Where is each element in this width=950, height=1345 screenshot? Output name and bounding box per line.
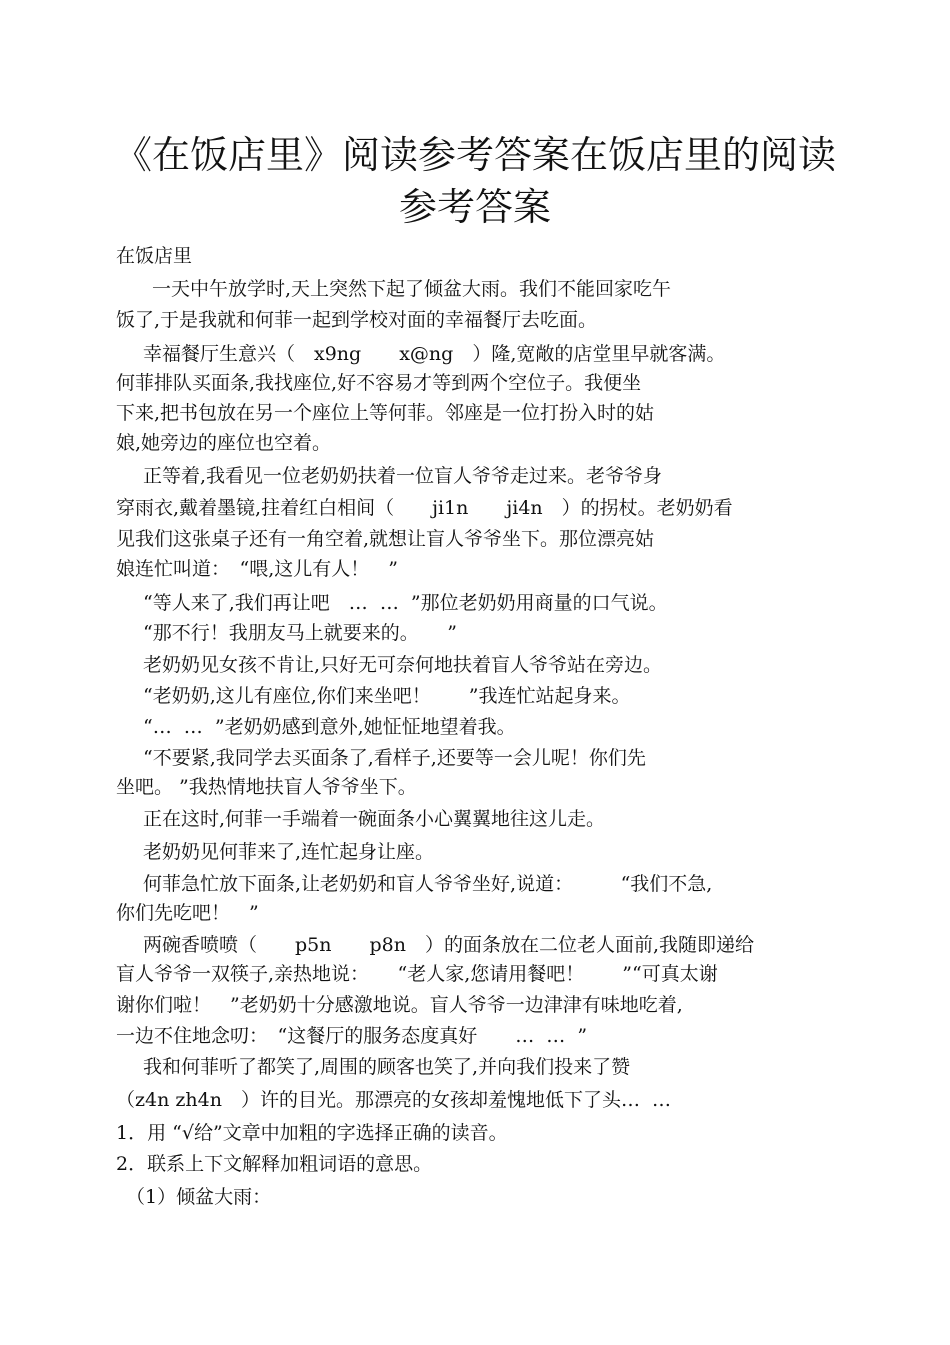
text-line: 见我们这张桌子还有一角空着,就想让盲人爷爷坐下。那位漂亮姑 [116, 528, 655, 550]
text-line: 何菲排队买面条,我找座位,好不容易才等到两个空位子。我便坐 [116, 372, 642, 394]
text-line: 盲人爷爷一双筷子,亲热地说： “老人家,您请用餐吧！ ”“可真太谢 [116, 963, 718, 985]
text-line: （z4n zh4n ）许的目光。那漂亮的女孩却羞愧地低下了头… … [116, 1089, 672, 1111]
question-1: 1．用 “√给”文章中加粗的字选择正确的读音。 [116, 1122, 508, 1144]
text-line: “老奶奶,这儿有座位,你们来坐吧！ ”我连忙站起身来。 [143, 685, 631, 707]
text-line: 老奶奶见女孩不肯让,只好无可奈何地扶着盲人爷爷站在旁边。 [143, 654, 663, 676]
document-title-line-1: 《在饭店里》阅读参考答案在饭店里的阅读 [113, 133, 836, 177]
text-line: 娘连忙叫道： “喂,这儿有人！ ” [116, 558, 398, 580]
document-title-line-2: 参考答案 [398, 185, 551, 229]
text-line: “等人来了,我们再让吧 … … ”那位老奶奶用商量的口气说。 [143, 592, 668, 614]
text-line: “… … ”老奶奶感到意外,她怔怔地望着我。 [143, 716, 516, 738]
text-line: 一天中午放学时,天上突然下起了倾盆大雨。我们不能回家吃午 [152, 278, 672, 300]
text-line: 老奶奶见何菲来了,连忙起身让座。 [143, 841, 435, 863]
text-line: 穿雨衣,戴着墨镜,拄着红白相间（ ji1n ji4n ）的拐杖。老奶奶看 [116, 497, 733, 519]
text-line: 谢你们啦！ ”老奶奶十分感激地说。盲人爷爷一边津津有味地吃着, [116, 994, 683, 1016]
text-line: 何菲急忙放下面条,让老奶奶和盲人爷爷坐好,说道： “我们不急, [143, 873, 713, 895]
text-line: 两碗香喷喷（ p5n p8n ）的面条放在二位老人面前,我随即递给 [143, 934, 755, 956]
question-2-item-1: （1）倾盆大雨： [126, 1186, 272, 1208]
text-line: 幸福餐厅生意兴（ x9ng x@ng ）隆,宽敞的店堂里早就客满。 [143, 343, 726, 365]
text-line: 娘,她旁边的座位也空着。 [116, 432, 332, 454]
text-line: “不要紧,我同学去买面条了,看样子,还要等一会儿呢！你们先 [143, 747, 646, 769]
text-line: 正在这时,何菲一手端着一碗面条小心翼翼地往这儿走。 [143, 808, 606, 830]
text-line: 坐吧。 ”我热情地扶盲人爷爷坐下。 [116, 776, 417, 798]
text-line: 一边不住地念叨： “这餐厅的服务态度真好 … … ” [116, 1025, 588, 1047]
text-line: 你们先吃吧！ ” [116, 902, 259, 924]
text-line: 饭了,于是我就和何菲一起到学校对面的幸福餐厅去吃面。 [116, 309, 598, 331]
text-line: 下来,把书包放在另一个座位上等何菲。邻座是一位打扮入时的姑 [116, 402, 655, 424]
question-2: 2．联系上下文解释加粗词语的意思。 [116, 1153, 433, 1175]
text-line: 我和何菲听了都笑了,周围的顾客也笑了,并向我们投来了赞 [143, 1056, 631, 1078]
story-title: 在饭店里 [116, 245, 193, 267]
text-line: “那不行！我朋友马上就要来的。 ” [143, 622, 457, 644]
text-line: 正等着,我看见一位老奶奶扶着一位盲人爷爷走过来。老爷爷身 [143, 465, 663, 487]
